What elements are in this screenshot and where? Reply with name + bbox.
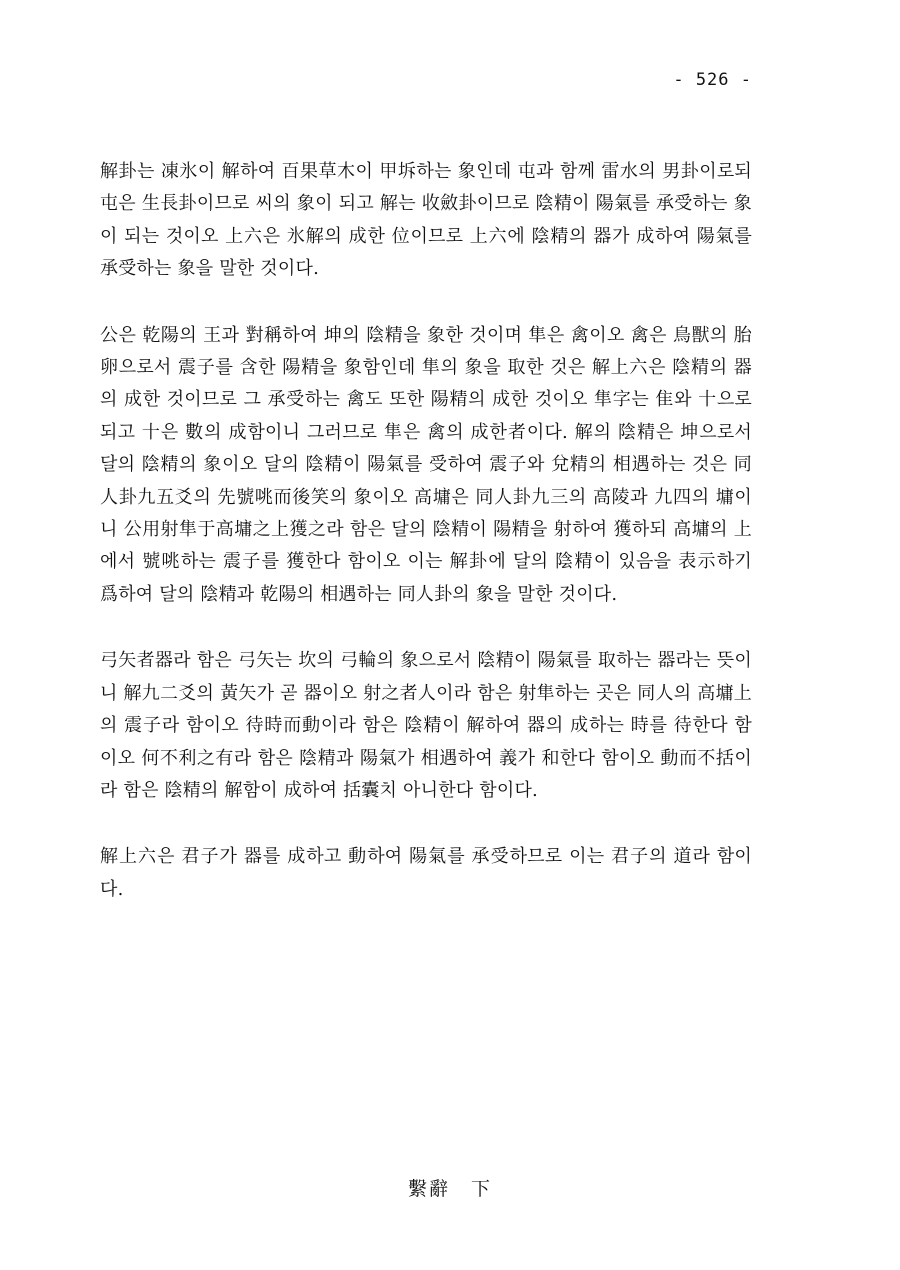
paragraph: 解卦는 凍氷이 解하여 百果草木이 甲坼하는 象인데 屯과 함께 雷水의 男卦이로되 屯은 生長卦이므로 씨의 象이 되고 解는 收斂卦이므로 陰精이 陽氣를 承受하는 象이 되는 것이오 上六은 氷解의 成한 位이므로 上六에 陰精의 器가 成하여 陽氣를 承受하는 象을 말한 것이다.	[100, 161, 752, 280]
paragraph: 弓矢者器라 함은 弓矢는 坎의 弓輪의 象으로서 陰精이 陽氣를 取하는 器라는 뜻이니 解九二爻의 黃矢가 곧 器이오 射之者人이라 함은 射隼하는 곳은 同人의 高墉上의 震子라 함이오 待時而動이라 함은 陰精이 解하여 器의 成하는 時를 待한다 함이오 何不利之有라 함은 陰精과 陽氣가 相遇하여 義가 和한다 함이오 動而不括이라 함은 陰精의 解함이 成하여 括囊치 아니한다 함이다.	[100, 650, 752, 801]
page-number: - 526 -	[673, 70, 752, 90]
paragraph: 公은 乾陽의 王과 對稱하여 坤의 陰精을 象한 것이며 隼은 禽이오 禽은 鳥獸의 胎卵으로서 震子를 含한 陽精을 象함인데 隼의 象을 取한 것은 解上六은 陰精의 器의 成한 것이므로 그 承受하는 禽도 또한 陽精의 成한 것이오 隼字는 隹와 十으로되고 十은 數의 成함이니 그러므로 隼은 禽의 成한者이다. 解의 陰精은 坤으로서 달의 陰精의 象이오 달의 陰精이 陽氣를 受하여 震子와 兌精의 相遇하는 것은 同人卦九五爻의 先號咷而後笑의 象이오 高墉은 同人卦九三의 高陵과 九四의 墉이니 公用射隼于高墉之上獲之라 함은 달의 陰精이 陽精을 射하여 獲하되 高墉의 上에서 號咷하는 震子를 獲한다 함이오 이는 解卦에 달의 陰精이 있음을 表示하기 爲하여 달의 陰精과 乾陽의 相遇하는 同人卦의 象을 말한 것이다.	[100, 324, 752, 605]
body-text	[100, 156, 752, 940]
paragraph: 解上六은 君子가 器를 成하고 動하여 陽氣를 承受하므로 이는 君子의 道라 함이다.	[100, 846, 752, 900]
page-footer: 繫辭 下	[407, 1178, 492, 1200]
